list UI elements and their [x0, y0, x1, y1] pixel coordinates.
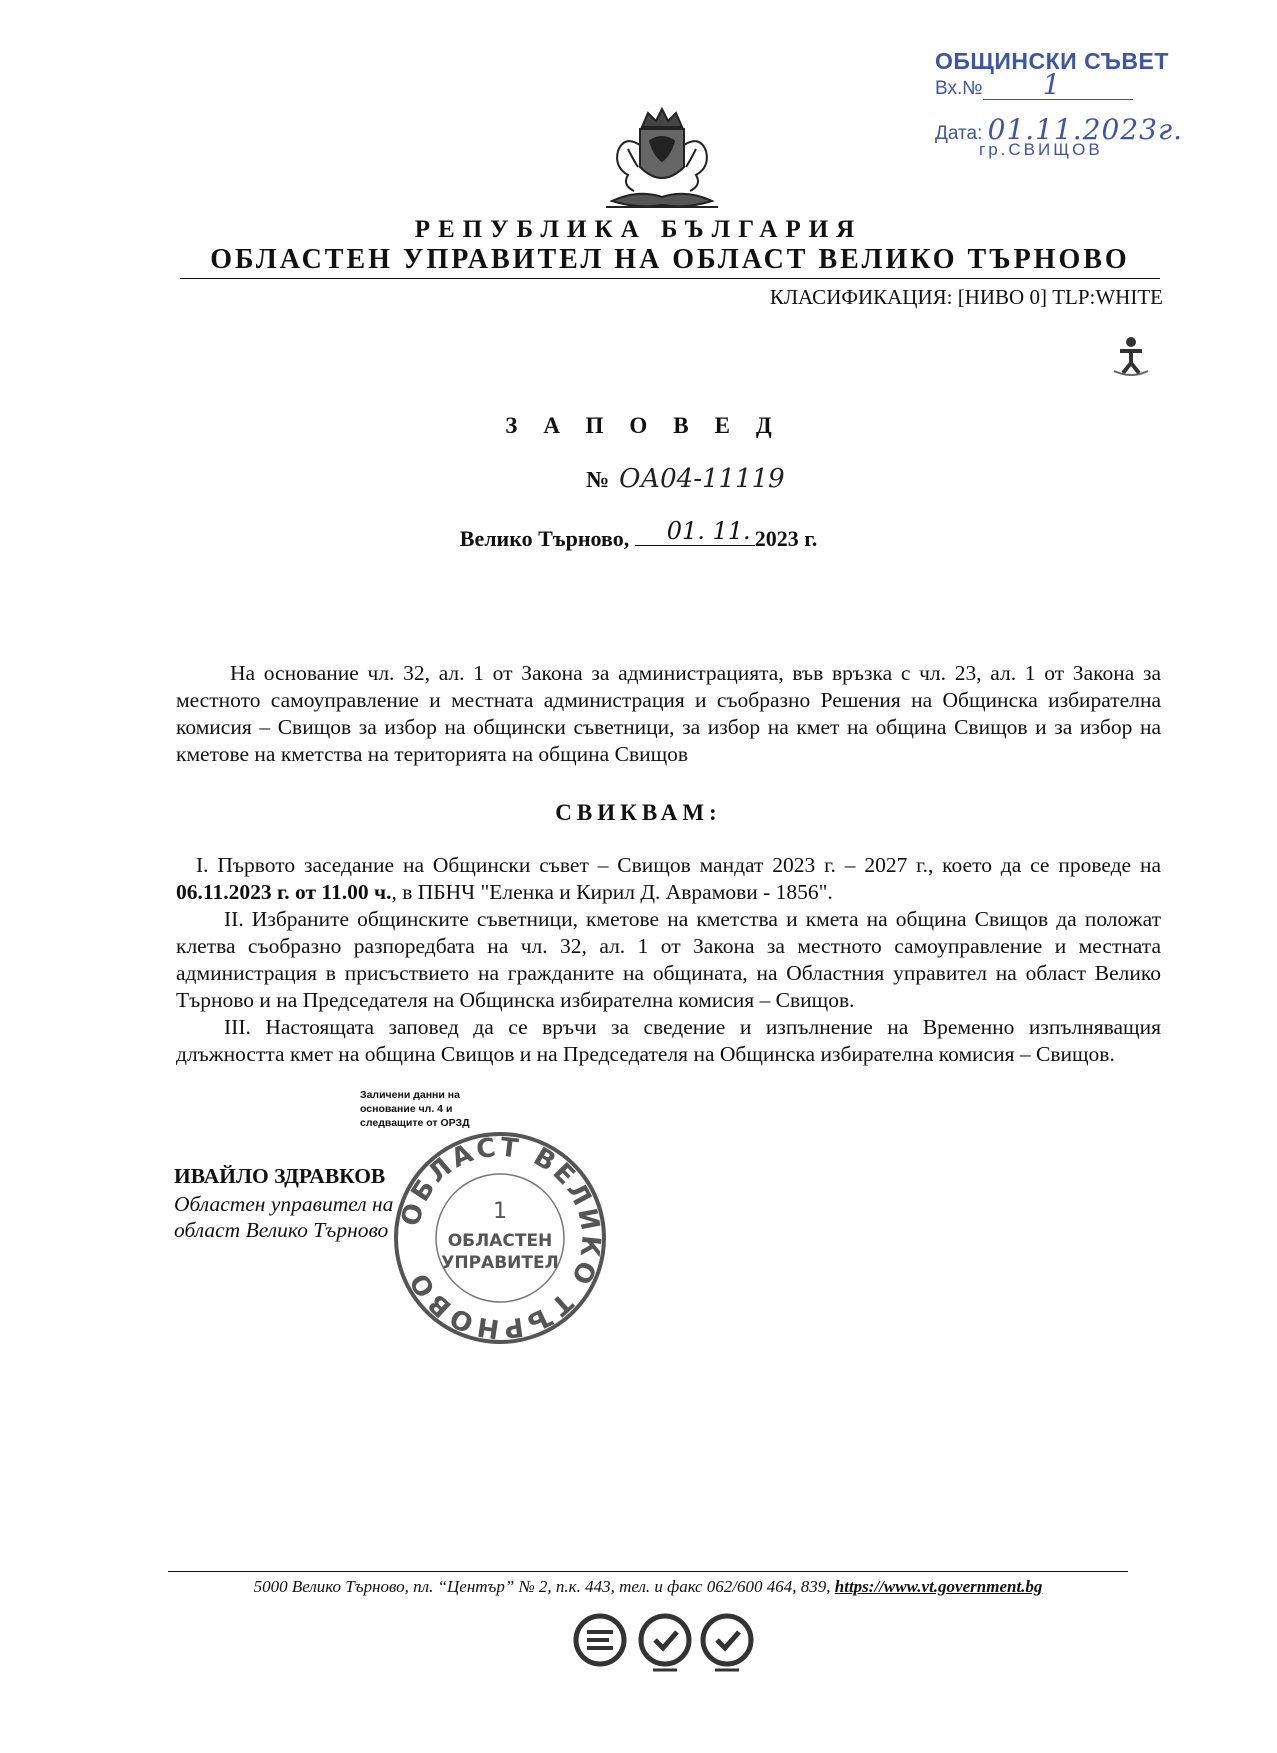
header-institution: ОБЛАСТЕН УПРАВИТЕЛ НА ОБЛАСТ ВЕЛИКО ТЪРНОВО — [180, 244, 1160, 279]
order-date-value: 01. 11. — [666, 517, 751, 545]
order-date-prefix: Велико Търново, — [459, 526, 630, 551]
order-item-2: II. Избраните общинските съветници, кметове на кметства и кмета на община Свищов да положат клетва съобразно разпоредбата на чл. 32, ал. 1 от Закона за местното самоуправление и местната администрация в присъствието на гражданите на общината, на Областния управител на област Велико Търново и на Председателя на Общинска избирателна комисия – Свищов. — [176, 907, 1161, 1012]
incoming-stamp-date-value: 01.11.2023г. — [987, 113, 1184, 146]
incoming-stamp-city: гр.СВИЩОВ — [979, 140, 1103, 159]
seal-number: 1 — [493, 1199, 507, 1224]
signatory-name: ИВАЙЛО ЗДРАВКОВ — [174, 1164, 386, 1188]
incoming-registration-stamp — [935, 48, 1184, 159]
header-republic: РЕПУБЛИКА БЪЛГАРИЯ — [414, 216, 863, 243]
official-seal — [390, 1128, 610, 1348]
signatory-role-line2: област Велико Търново — [174, 1218, 389, 1242]
seal-center-line1: ОБЛАСТЕН — [447, 1231, 553, 1251]
certification-logos-icon — [565, 1608, 765, 1678]
order-item-3: III. Настоящата заповед да се връчи за сведение и изпълнение на Временно изпълняващия длъжността кмет на община Свищов и на Председателя на Общинска избирателна комисия – Свищов. — [176, 1015, 1161, 1066]
incoming-stamp-reg-value: 1 — [1042, 68, 1061, 101]
footer-website-link[interactable]: https://www.vt.government.bg — [834, 1577, 1043, 1596]
incoming-stamp-title: ОБЩИНСКИ СЪВЕТ — [935, 48, 1169, 74]
order-number — [586, 464, 785, 494]
order-date-suffix: 2023 г. — [754, 526, 818, 551]
footer-divider — [168, 1571, 1128, 1572]
order-item-1: I. Първото заседание на Общински съвет – Свищов мандат 2023 г. – 2027 г., което да се проведе на 06.11.2023 г. от 11.00 ч., в ПБНЧ "Еленка и Кирил Д. Аврамови - 1856". — [176, 853, 1161, 904]
session-datetime: 06.11.2023 г. от 11.00 ч. — [176, 880, 392, 904]
order-items — [176, 852, 1161, 1068]
seal-ring-text: ОБЛАСТ ВЕЛИКО ТЪРНОВО — [395, 1132, 606, 1344]
signatory-role-line1: Областен управител на — [174, 1192, 394, 1216]
accessibility-icon — [1108, 333, 1154, 379]
incoming-stamp-reg — [935, 68, 1133, 101]
incoming-stamp-date-label: Дата: — [935, 123, 983, 144]
order-number-label: № — [586, 467, 610, 492]
classification-label: КЛАСИФИКАЦИЯ: [НИВО 0] TLP:WHITE — [769, 285, 1163, 309]
footer-address: 5000 Велико Търново, пл. “Център” № 2, п.к. 443, тел. и факс 062/600 464, 839, https://www.vt.government.bg — [253, 1577, 1043, 1596]
order-title: ЗАПОВЕД — [505, 413, 798, 438]
order-number-value: ОА04-11119 — [619, 464, 785, 494]
coat-of-arms-icon — [598, 105, 726, 217]
redaction-note: Заличени данни на основание чл. 4 и следващите от ОРЗД — [360, 1089, 470, 1129]
preamble-paragraph: На основание чл. 32, ал. 1 от Закона за администрацията, във връзка с чл. 23, ал. 1 от Закона за местното самоуправление и местната администрация и съобразно Решения на Общинска избирателна комисия – Свищов за избор на общински съветници, за избор на кмет на община Свищов и за избор на кметове на кметства на територията на община Свищов — [176, 661, 1161, 766]
convene-heading: СВИКВАМ: — [555, 800, 722, 825]
incoming-stamp-reg-label: Вх.№ — [935, 78, 983, 99]
order-date — [0, 517, 1277, 552]
seal-center-line2: УПРАВИТЕЛ — [441, 1253, 559, 1273]
